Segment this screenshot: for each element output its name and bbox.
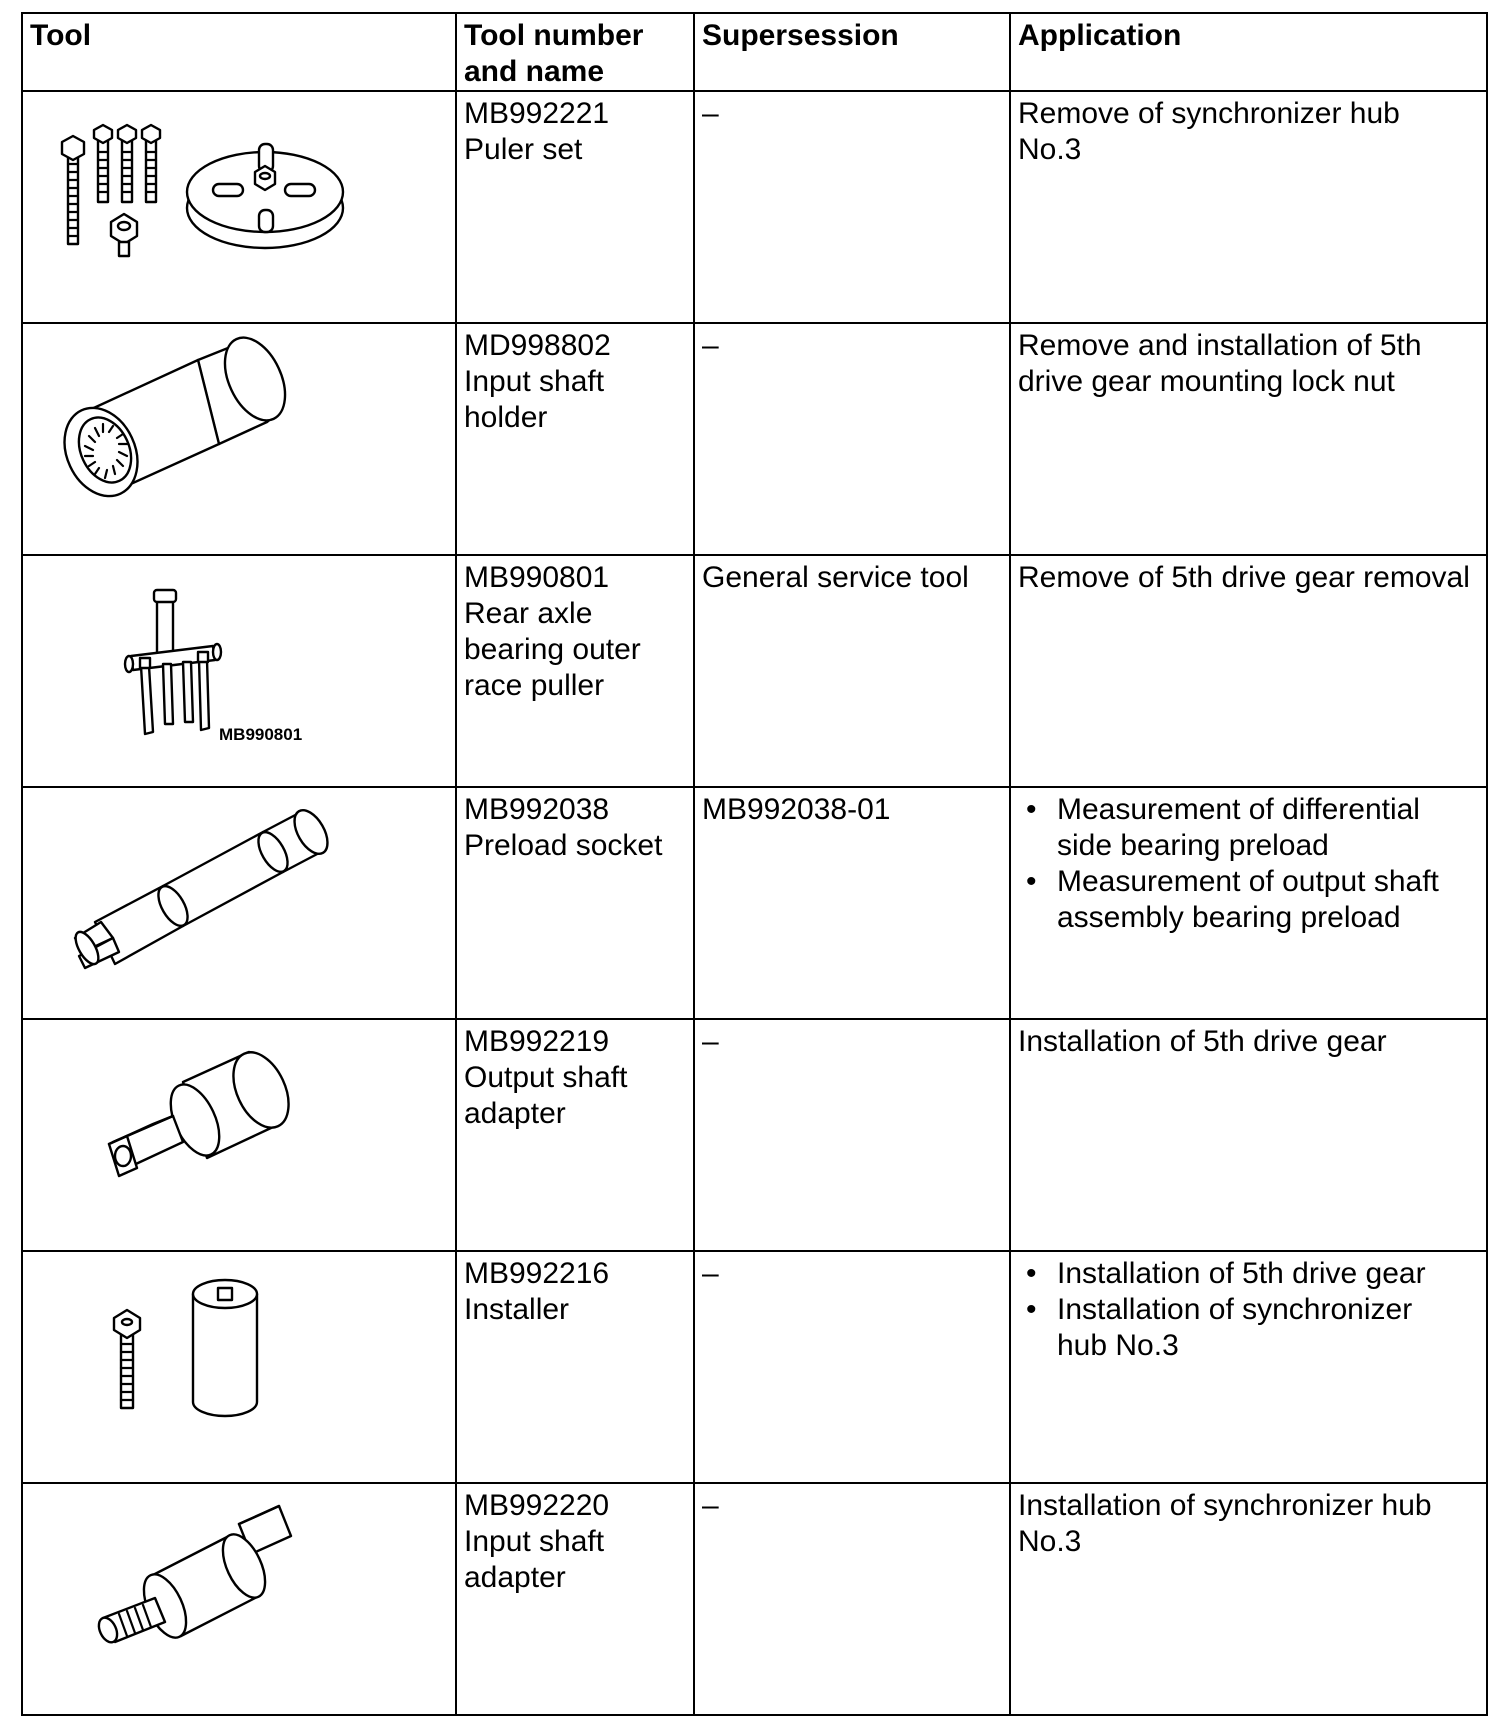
tool-number: MB990801	[464, 561, 610, 594]
header-tool: Tool	[22, 13, 456, 91]
tool-number-name-cell	[456, 1483, 694, 1715]
application-line: Installation of synchronizer hub	[1018, 1489, 1432, 1522]
supersession-cell: –	[694, 91, 1010, 323]
bolts-short	[94, 125, 160, 202]
header-supersession: Supersession	[694, 13, 1010, 91]
header-number-name-line: Tool number	[464, 19, 644, 52]
application-line: Installation of 5th drive gear	[1018, 1025, 1387, 1058]
puller-plate	[187, 144, 343, 248]
tool-image-cell	[22, 91, 456, 323]
application-line: Remove and installation of 5th	[1018, 329, 1422, 362]
tool-number-name-cell	[456, 323, 694, 555]
tool-name-line: holder	[464, 401, 548, 434]
header-row	[22, 13, 1487, 91]
tool-name-line: Puler set	[464, 133, 583, 166]
tool-name-line: adapter	[464, 1097, 566, 1130]
tool-number: MB992220	[464, 1489, 610, 1522]
tool-number: MB992038	[464, 793, 610, 826]
tool-name-line: bearing outer	[464, 633, 641, 666]
table-row	[22, 323, 1487, 555]
tool-number-name-cell	[456, 1251, 694, 1483]
tool-name-line: Input shaft	[464, 365, 605, 398]
tool-image-cell	[22, 1019, 456, 1251]
input-shaft-holder-icon	[23, 324, 455, 552]
tool-name-line: Output shaft	[464, 1061, 628, 1094]
table-row	[22, 1019, 1487, 1251]
table-row	[22, 1251, 1487, 1483]
supersession-cell: –	[694, 1251, 1010, 1483]
tool-number: MB992219	[464, 1025, 610, 1058]
application-line: • Measurement of output shaft	[1057, 865, 1439, 898]
bearing-puller-icon	[23, 556, 455, 784]
installer-icon	[23, 1252, 455, 1480]
header-number-name	[456, 13, 694, 91]
tool-number: MB992221	[464, 97, 610, 130]
tool-image-cell	[22, 787, 456, 1019]
supersession-cell: –	[694, 1019, 1010, 1251]
application-line: assembly bearing preload	[1057, 901, 1401, 934]
application-line: • Measurement of differential	[1057, 793, 1420, 826]
application-line: side bearing preload	[1057, 829, 1329, 862]
tool-number-name-cell	[456, 787, 694, 1019]
supersession-cell: –	[694, 323, 1010, 555]
tool-image-cell	[22, 555, 456, 787]
application-bullet	[1018, 1256, 1480, 1292]
preload-socket-icon	[23, 788, 455, 1016]
output-shaft-adapter-icon	[23, 1020, 455, 1248]
application-cell	[1010, 91, 1487, 323]
supersession-cell: MB992038-01	[694, 787, 1010, 1019]
puller-set-icon	[23, 92, 455, 320]
tool-number-name-cell	[456, 91, 694, 323]
application-bullet	[1018, 864, 1480, 936]
tool-name-line: Input shaft	[464, 1525, 605, 1558]
application-cell	[1010, 1483, 1487, 1715]
header-number-name-line: and name	[464, 55, 605, 88]
application-bullet-list	[1018, 1256, 1480, 1364]
application-bullet	[1018, 792, 1480, 864]
tool-name-line: adapter	[464, 1561, 566, 1594]
supersession-cell: –	[694, 1483, 1010, 1715]
nut	[111, 214, 137, 256]
application-line: Remove of synchronizer hub	[1018, 97, 1400, 130]
application-line: hub No.3	[1057, 1329, 1179, 1362]
installer-body	[193, 1280, 257, 1416]
tool-name-line: Preload socket	[464, 829, 663, 862]
bolt	[114, 1310, 140, 1408]
supersession-cell: General service tool	[694, 555, 1010, 787]
application-line: drive gear mounting lock nut	[1018, 365, 1395, 398]
special-tools-table	[21, 12, 1488, 1716]
bolt-long	[62, 136, 84, 244]
tool-number: MD998802	[464, 329, 611, 362]
tool-image-cell	[22, 1251, 456, 1483]
tool-number: MB992216	[464, 1257, 610, 1290]
table-row	[22, 787, 1487, 1019]
tool-number-name-cell	[456, 1019, 694, 1251]
tool-name-line: race puller	[464, 669, 605, 702]
application-line: No.3	[1018, 133, 1082, 166]
image-label: MB990801	[219, 725, 303, 744]
tool-name-line: Installer	[464, 1293, 570, 1326]
application-bullet	[1018, 1292, 1480, 1364]
tool-name-line: Rear axle	[464, 597, 593, 630]
application-bullet-list	[1018, 792, 1480, 936]
application-line: • Installation of 5th drive gear	[1057, 1257, 1426, 1290]
application-cell	[1010, 323, 1487, 555]
tool-image-cell	[22, 1483, 456, 1715]
table-row	[22, 555, 1487, 787]
application-cell	[1010, 1019, 1487, 1251]
application-line: No.3	[1018, 1525, 1082, 1558]
tool-image-cell	[22, 323, 456, 555]
header-application: Application	[1010, 13, 1487, 91]
tool-number-name-cell	[456, 555, 694, 787]
input-shaft-adapter-icon	[23, 1484, 455, 1712]
application-line: Remove of 5th drive gear removal	[1018, 561, 1470, 594]
application-line: • Installation of synchronizer	[1057, 1293, 1413, 1326]
application-cell	[1010, 555, 1487, 787]
table-row	[22, 1483, 1487, 1715]
application-cell	[1010, 787, 1487, 1019]
application-cell	[1010, 1251, 1487, 1483]
table-row	[22, 91, 1487, 323]
